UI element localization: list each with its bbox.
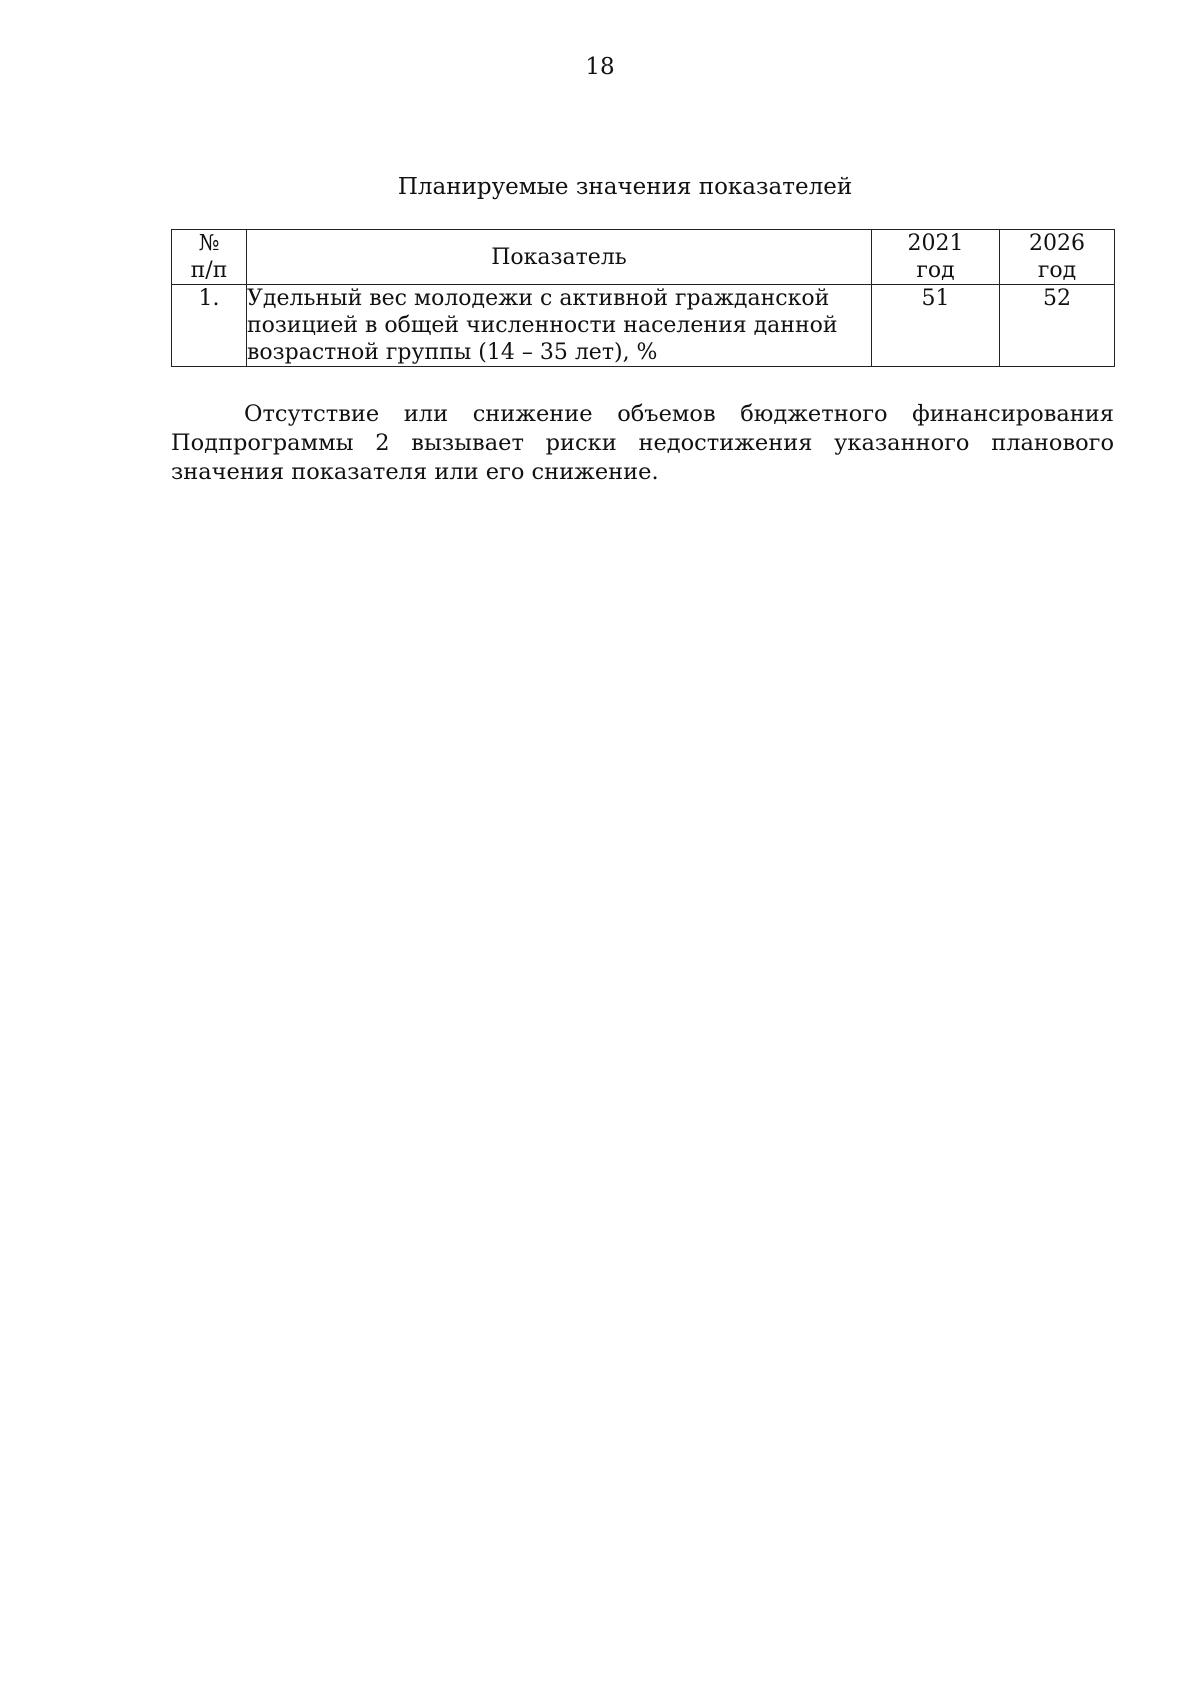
row-value-2021: 51 [872,285,1000,367]
row-value-2026: 52 [1000,285,1115,367]
row-indicator: Удельный вес молодежи с активной гражданской позицией в общей численности населения данной возрастной группы (14 – 35 лет), % [247,285,872,367]
table-header-row [172,230,1115,285]
header-year-2026-value: 2026 [1029,231,1085,256]
indicators-table [171,229,1115,367]
row-number: 1. [172,285,247,367]
table-row [172,285,1115,367]
header-year-2026 [1000,230,1115,285]
header-year-2021-unit: год [916,258,955,283]
header-year-2021-value: 2021 [907,231,964,256]
header-num-line-1: № [198,231,220,256]
header-num [172,230,247,285]
header-num-line-2: п/п [190,258,228,283]
header-year-2021 [872,230,1000,285]
risk-paragraph: Отсутствие или снижение объемов бюджетного финансирования Подпрограммы 2 вызывает риски недостижения указанного планового значения показателя или его снижение. [171,401,1114,485]
header-indicator: Показатель [247,230,872,285]
page-number: 18 [585,54,615,80]
header-year-2026-unit: год [1037,258,1077,283]
table-title: Планируемые значения показателей [397,174,853,200]
